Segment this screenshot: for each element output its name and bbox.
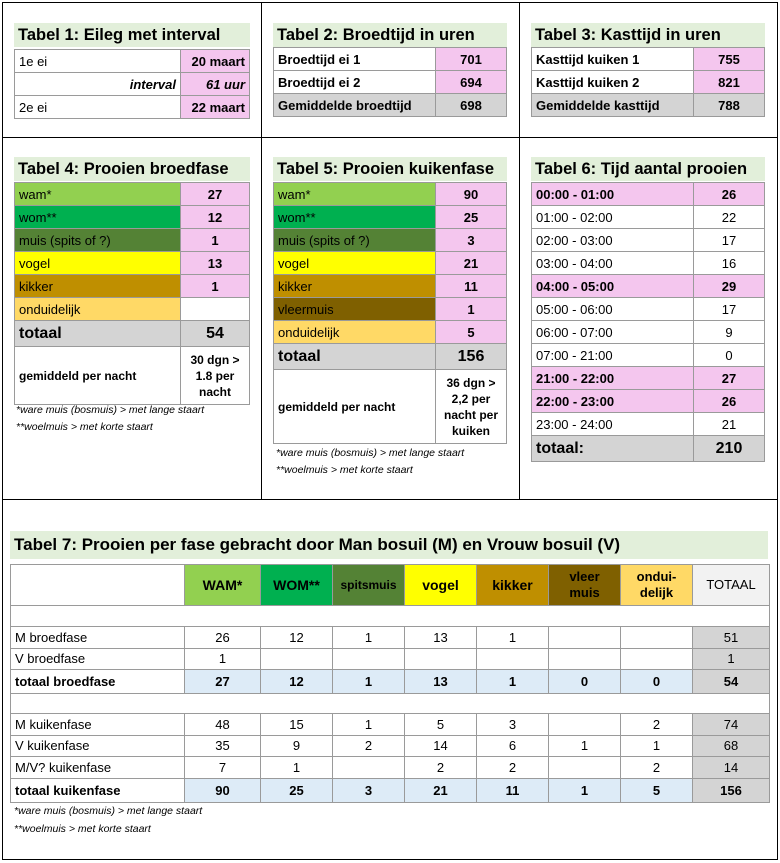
table7-cell xyxy=(333,757,405,779)
table7-cell: 27 xyxy=(185,670,261,694)
table4-value: 1 xyxy=(181,229,250,252)
table4-label: onduidelijk xyxy=(15,298,181,321)
table-row xyxy=(15,252,250,275)
table7-header: spitsmuis xyxy=(333,565,405,606)
table6-value: 9 xyxy=(694,321,765,344)
table-row xyxy=(532,48,765,71)
table7-cell xyxy=(405,648,477,670)
table7-header: ondui- delijk xyxy=(621,565,693,606)
table5-label: vleermuis xyxy=(274,298,436,321)
table6-label: 22:00 - 23:00 xyxy=(532,390,694,413)
table-row xyxy=(274,344,507,370)
table6-label: 03:00 - 04:00 xyxy=(532,252,694,275)
table7-row-label: totaal kuikenfase xyxy=(11,778,185,802)
table3-label: Gemiddelde kasttijd xyxy=(532,94,694,117)
table7-header: vleer muis xyxy=(549,565,621,606)
table5-avg-value: 36 dgn > 2,2 per nacht per kuiken xyxy=(436,370,507,444)
table7-cell xyxy=(549,714,621,736)
table-row xyxy=(532,436,765,462)
table-row xyxy=(274,71,507,94)
table4-value: 27 xyxy=(181,183,250,206)
table-row xyxy=(11,627,770,649)
table6-value: 27 xyxy=(694,367,765,390)
table7-cell: 1 xyxy=(477,670,549,694)
table7-cell: 7 xyxy=(185,757,261,779)
table6-value: 16 xyxy=(694,252,765,275)
table4-note1: *ware muis (bosmuis) > met lange staart xyxy=(16,404,205,416)
table3-value: 821 xyxy=(694,71,765,94)
table4-note2: **woelmuis > met korte staart xyxy=(16,421,153,433)
table-row xyxy=(15,298,250,321)
table-row xyxy=(532,71,765,94)
table3-label: Kasttijd kuiken 1 xyxy=(532,48,694,71)
table7-cell: 5 xyxy=(621,778,693,802)
table6-value: 22 xyxy=(694,206,765,229)
table6-label: 02:00 - 03:00 xyxy=(532,229,694,252)
table7-cell xyxy=(621,627,693,649)
table1-value: 20 maart xyxy=(181,50,250,73)
table-row xyxy=(532,183,765,206)
table5-label: wom** xyxy=(274,206,436,229)
table6-value: 17 xyxy=(694,229,765,252)
table6-value: 0 xyxy=(694,344,765,367)
table4-avg-label: gemiddeld per nacht xyxy=(15,347,181,405)
table7-row-label: totaal broedfase xyxy=(11,670,185,694)
table-row xyxy=(15,50,250,73)
table2-title: Tabel 2: Broedtijd in uren xyxy=(273,23,507,47)
table2-value: 694 xyxy=(436,71,507,94)
table7-header: kikker xyxy=(477,565,549,606)
table-row xyxy=(11,606,770,627)
table7-cell: 12 xyxy=(261,627,333,649)
table7-cell: 1 xyxy=(549,735,621,757)
table7-cell: 6 xyxy=(477,735,549,757)
table4-total-value: 54 xyxy=(181,321,250,347)
table3-label: Kasttijd kuiken 2 xyxy=(532,71,694,94)
table1 xyxy=(14,49,250,119)
table4-value: 1 xyxy=(181,275,250,298)
table4-label: muis (spits of ?) xyxy=(15,229,181,252)
table7-cell: 0 xyxy=(621,670,693,694)
table7-cell xyxy=(621,648,693,670)
table6-label: 00:00 - 01:00 xyxy=(532,183,694,206)
table6-title: Tabel 6: Tijd aantal prooien xyxy=(531,157,765,181)
table7-cell: 26 xyxy=(185,627,261,649)
table-row xyxy=(15,96,250,119)
table7-row-label: M/V? kuikenfase xyxy=(11,757,185,779)
table-row xyxy=(15,347,250,405)
table5-avg-label: gemiddeld per nacht xyxy=(274,370,436,444)
table1-label: 1e ei xyxy=(15,50,181,73)
table-row xyxy=(274,370,507,444)
table7-cell: 74 xyxy=(693,714,770,736)
table7-cell: 2 xyxy=(621,757,693,779)
table7-cell: 156 xyxy=(693,778,770,802)
table7-cell: 1 xyxy=(333,670,405,694)
table6-value: 29 xyxy=(694,275,765,298)
table7-cell xyxy=(549,627,621,649)
table-row xyxy=(274,183,507,206)
table-row xyxy=(15,73,250,96)
table5-value: 11 xyxy=(436,275,507,298)
table-row xyxy=(532,344,765,367)
table-row xyxy=(15,321,250,347)
table6-total-value: 210 xyxy=(694,436,765,462)
table2-label: Broedtijd ei 2 xyxy=(274,71,436,94)
table7-cell: 13 xyxy=(405,627,477,649)
table7-cell: 14 xyxy=(693,757,770,779)
table7-cell: 1 xyxy=(477,627,549,649)
table-row xyxy=(11,778,770,802)
table-row xyxy=(11,694,770,714)
table7-cell: 1 xyxy=(261,757,333,779)
table7-title: Tabel 7: Prooien per fase gebracht door Man bosuil (M) en Vrouw bosuil (V) xyxy=(10,531,768,559)
table7-cell: 21 xyxy=(405,778,477,802)
table3-value: 788 xyxy=(694,94,765,117)
table5-note2: **woelmuis > met korte staart xyxy=(276,464,413,476)
table2-value: 701 xyxy=(436,48,507,71)
table7-cell: 3 xyxy=(477,714,549,736)
table5-label: muis (spits of ?) xyxy=(274,229,436,252)
table1-value: 22 maart xyxy=(181,96,250,119)
table3-title: Tabel 3: Kasttijd in uren xyxy=(531,23,765,47)
table7-cell: 90 xyxy=(185,778,261,802)
table-row xyxy=(532,252,765,275)
table7-note1: *ware muis (bosmuis) > met lange staart xyxy=(14,805,203,817)
table6-label: 21:00 - 22:00 xyxy=(532,367,694,390)
table6-total-label: totaal: xyxy=(532,436,694,462)
table7-note2: **woelmuis > met korte staart xyxy=(14,823,151,835)
table5-value: 90 xyxy=(436,183,507,206)
table1-value: 61 uur xyxy=(181,73,250,96)
table5-label: kikker xyxy=(274,275,436,298)
table7-cell: 2 xyxy=(477,757,549,779)
table-row xyxy=(532,298,765,321)
table1-label: 2e ei xyxy=(15,96,181,119)
table7-row-label: M broedfase xyxy=(11,627,185,649)
table4-total-label: totaal xyxy=(15,321,181,347)
table6-value: 17 xyxy=(694,298,765,321)
table7-cell: 14 xyxy=(405,735,477,757)
table4-title: Tabel 4: Prooien broedfase xyxy=(14,157,250,181)
table-row xyxy=(15,206,250,229)
table7-row-label: V kuikenfase xyxy=(11,735,185,757)
table2-label: Gemiddelde broedtijd xyxy=(274,94,436,117)
table7-spacer xyxy=(11,606,770,627)
table-row xyxy=(274,229,507,252)
table5-value: 21 xyxy=(436,252,507,275)
table6-label: 04:00 - 05:00 xyxy=(532,275,694,298)
table4-value: 13 xyxy=(181,252,250,275)
table4-avg-value: 30 dgn > 1.8 per nacht xyxy=(181,347,250,405)
table7-cell: 13 xyxy=(405,670,477,694)
table4-value: 12 xyxy=(181,206,250,229)
table1-title: Tabel 1: Eileg met interval xyxy=(14,23,250,47)
table7-cell: 3 xyxy=(333,778,405,802)
table4-label: wom** xyxy=(15,206,181,229)
table-row xyxy=(274,275,507,298)
table7-cell: 1 xyxy=(333,714,405,736)
table5-value: 1 xyxy=(436,298,507,321)
table7-spacer xyxy=(11,694,770,714)
table-row xyxy=(532,367,765,390)
table-row xyxy=(532,413,765,436)
table7-cell: 5 xyxy=(405,714,477,736)
table7-header-row xyxy=(11,565,770,606)
table5-label: vogel xyxy=(274,252,436,275)
table6-value: 26 xyxy=(694,390,765,413)
table4-label: vogel xyxy=(15,252,181,275)
table7-row-label: V broedfase xyxy=(11,648,185,670)
table-row xyxy=(532,229,765,252)
table5-note1: *ware muis (bosmuis) > met lange staart xyxy=(276,447,465,459)
table-row xyxy=(532,321,765,344)
table-row xyxy=(274,206,507,229)
table7-cell: 48 xyxy=(185,714,261,736)
table7-header: WOM** xyxy=(261,565,333,606)
table-row xyxy=(15,183,250,206)
table7-cell: 1 xyxy=(693,648,770,670)
table-row xyxy=(274,48,507,71)
table7-cell xyxy=(549,757,621,779)
table7-cell xyxy=(549,648,621,670)
table7-cell: 25 xyxy=(261,778,333,802)
table-row xyxy=(274,321,507,344)
table7-cell: 51 xyxy=(693,627,770,649)
table7-cell: 1 xyxy=(333,627,405,649)
table4-label: kikker xyxy=(15,275,181,298)
table6-label: 23:00 - 24:00 xyxy=(532,413,694,436)
table7-cell: 1 xyxy=(621,735,693,757)
table7-cell: 9 xyxy=(261,735,333,757)
table7-cell: 2 xyxy=(405,757,477,779)
table7-header: vogel xyxy=(405,565,477,606)
table4-label: wam* xyxy=(15,183,181,206)
table7-header: TOTAAL xyxy=(693,565,770,606)
table4 xyxy=(14,182,250,405)
table-row xyxy=(15,275,250,298)
table5-total-label: totaal xyxy=(274,344,436,370)
table-row xyxy=(11,648,770,670)
table7-cell: 54 xyxy=(693,670,770,694)
table5-value: 3 xyxy=(436,229,507,252)
table-row xyxy=(274,94,507,117)
table4-value xyxy=(181,298,250,321)
table2 xyxy=(273,47,507,117)
table5-total-value: 156 xyxy=(436,344,507,370)
table2-value: 698 xyxy=(436,94,507,117)
table5-title: Tabel 5: Prooien kuikenfase xyxy=(273,157,507,181)
table7-cell xyxy=(261,648,333,670)
table-row xyxy=(532,390,765,413)
table7 xyxy=(10,564,770,803)
table-row xyxy=(532,206,765,229)
table7-cell: 68 xyxy=(693,735,770,757)
table7-cell: 0 xyxy=(549,670,621,694)
table5-value: 5 xyxy=(436,321,507,344)
table-row xyxy=(15,229,250,252)
table7-cell xyxy=(333,648,405,670)
table-row xyxy=(11,757,770,779)
table5-value: 25 xyxy=(436,206,507,229)
table7-header: WAM* xyxy=(185,565,261,606)
table7-cell: 12 xyxy=(261,670,333,694)
table1-label: interval xyxy=(15,73,181,96)
table7-cell: 15 xyxy=(261,714,333,736)
table6 xyxy=(531,182,765,462)
table6-label: 07:00 - 21:00 xyxy=(532,344,694,367)
table7-cell: 35 xyxy=(185,735,261,757)
table5 xyxy=(273,182,507,444)
table6-label: 06:00 - 07:00 xyxy=(532,321,694,344)
table6-value: 21 xyxy=(694,413,765,436)
table7-corner xyxy=(11,565,185,606)
table7-cell: 1 xyxy=(549,778,621,802)
table6-label: 01:00 - 02:00 xyxy=(532,206,694,229)
table7-cell: 1 xyxy=(185,648,261,670)
table7-cell: 11 xyxy=(477,778,549,802)
table7-cell: 2 xyxy=(333,735,405,757)
table7-row-label: M kuikenfase xyxy=(11,714,185,736)
table-row xyxy=(11,714,770,736)
table6-value: 26 xyxy=(694,183,765,206)
table7-cell xyxy=(477,648,549,670)
table3 xyxy=(531,47,765,117)
table3-value: 755 xyxy=(694,48,765,71)
table-row xyxy=(11,670,770,694)
table-row xyxy=(274,298,507,321)
table5-label: wam* xyxy=(274,183,436,206)
table5-label: onduidelijk xyxy=(274,321,436,344)
table2-label: Broedtijd ei 1 xyxy=(274,48,436,71)
table-row xyxy=(274,252,507,275)
table-row xyxy=(11,735,770,757)
table7-cell: 2 xyxy=(621,714,693,736)
table-row xyxy=(532,275,765,298)
table6-label: 05:00 - 06:00 xyxy=(532,298,694,321)
table-row xyxy=(532,94,765,117)
